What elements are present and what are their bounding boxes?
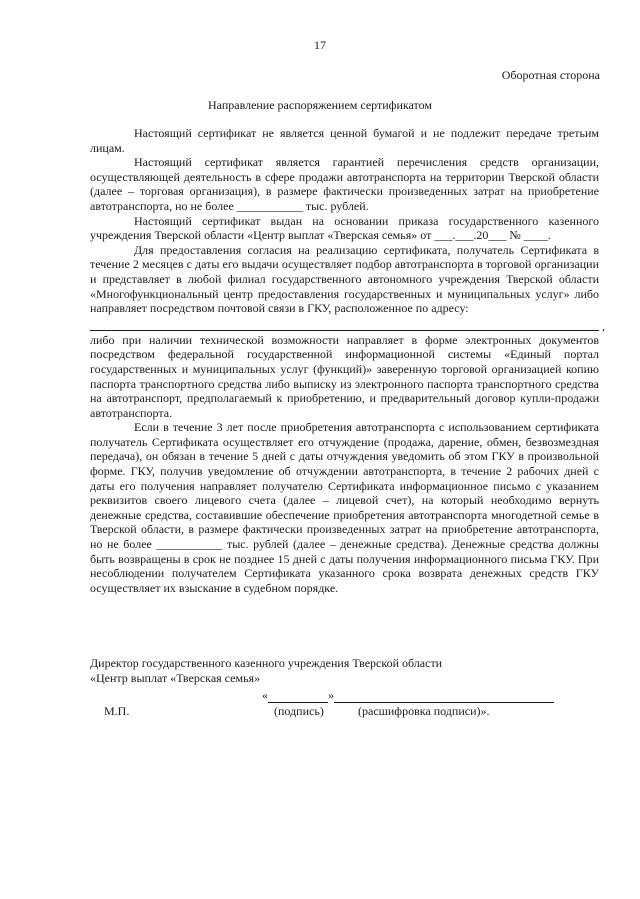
document-body bbox=[90, 126, 605, 595]
director-block bbox=[90, 656, 599, 686]
paragraph-issued-basis: Настоящий сертификат выдан на основании приказа государственного казенного учреждения Тверской области «Центр выплат «Тверская семья» от ___.___.20___ № ____. bbox=[90, 213, 599, 243]
paragraph-electronic: либо при наличии технической возможности направляет в форме электронных документов посредством федеральной государственной информационной системы «Единый портал государственных и муниципальных услуг (функций)» заверенную торговой организацией копию паспорта транспортного средства либо выписку из электронного паспорта транспортного средства на автотранспорт, предполагаемый к приобретению, и предварительный договор купли-продажи автотранспорта. bbox=[90, 332, 599, 420]
quote-close: » bbox=[328, 688, 334, 702]
page-number: 17 bbox=[314, 38, 326, 52]
decoding-line bbox=[334, 691, 554, 703]
document-heading: Направление распоряжением сертификатом bbox=[207, 98, 432, 112]
signature-row bbox=[262, 688, 554, 703]
signature-caption: (подпись) bbox=[274, 704, 324, 718]
director-title-line1: Директор государственного казенного учреждения Тверской области bbox=[90, 656, 443, 670]
address-line-end: , bbox=[602, 319, 605, 334]
paragraph-guarantee: Настоящий сертификат является гарантией перечисления средств организации, осуществляющей деятельность в сфере продажи автотранспорта на территории Тверской области (далее – торговая организация), в размере фактически произведенных затрат на приобретение автотранспорта, но не более ___________ тыс. рублей. bbox=[90, 155, 599, 213]
paragraph-not-security: Настоящий сертификат не является ценной бумагой и не подлежит передаче третьим лицам. bbox=[90, 126, 599, 155]
side-label: Оборотная сторона bbox=[501, 68, 600, 82]
decoding-caption: (расшифровка подписи)». bbox=[358, 704, 490, 718]
paragraph-consent: Для предоставления согласия на реализацию сертификата, получатель Сертификата в течение 2 месяцев с даты его выдачи осуществляет подбор автотранспорта в торговой организации и представляет в любой филиал государственного автономного учреждения Тверской области «Многофункциональный центр предоставления государственных и муниципальных услуг» либо направляет посредством почтовой связи в ГКУ, расположенное по адресу: bbox=[90, 242, 599, 316]
director-title-line2: «Центр выплат «Тверская семья» bbox=[90, 671, 261, 685]
address-fill-line bbox=[90, 319, 605, 334]
quote-open: « bbox=[262, 688, 268, 702]
paragraph-alienation: Если в течение 3 лет после приобретения автотранспорта с использованием сертификата получатель Сертификата осуществляет его отчуждение (продажа, дарение, обмен, безвозмездная передача), он обязан в течение 5 дней с даты отчуждения уведомить об этом ГКУ в произвольной форме. ГКУ, получив уведомление об отчуждении автотранспорта, в течение 2 рабочих дней с даты его получения направляет получателю Сертификата информационное письмо с указанием реквизитов своего лицевого счета (далее – лицевой счет), на который необходимо вернуть денежные средства, составившие обеспечение приобретения автотранспорта многодетной семье в Тверской области, в размере фактически произведенных затрат на приобретение автотранспорта, но не более ___________ тыс. рублей (далее – денежные средства). Денежные средства должны быть возвращены в срок не позднее 15 дней с даты получения информационного письма ГКУ. При несоблюдении получателем Сертификата указанного срока возврата денежных средств ГКУ осуществляет их взыскание в судебном порядке. bbox=[90, 420, 599, 595]
signature-line bbox=[268, 691, 328, 703]
stamp-place-label: М.П. bbox=[104, 704, 130, 718]
